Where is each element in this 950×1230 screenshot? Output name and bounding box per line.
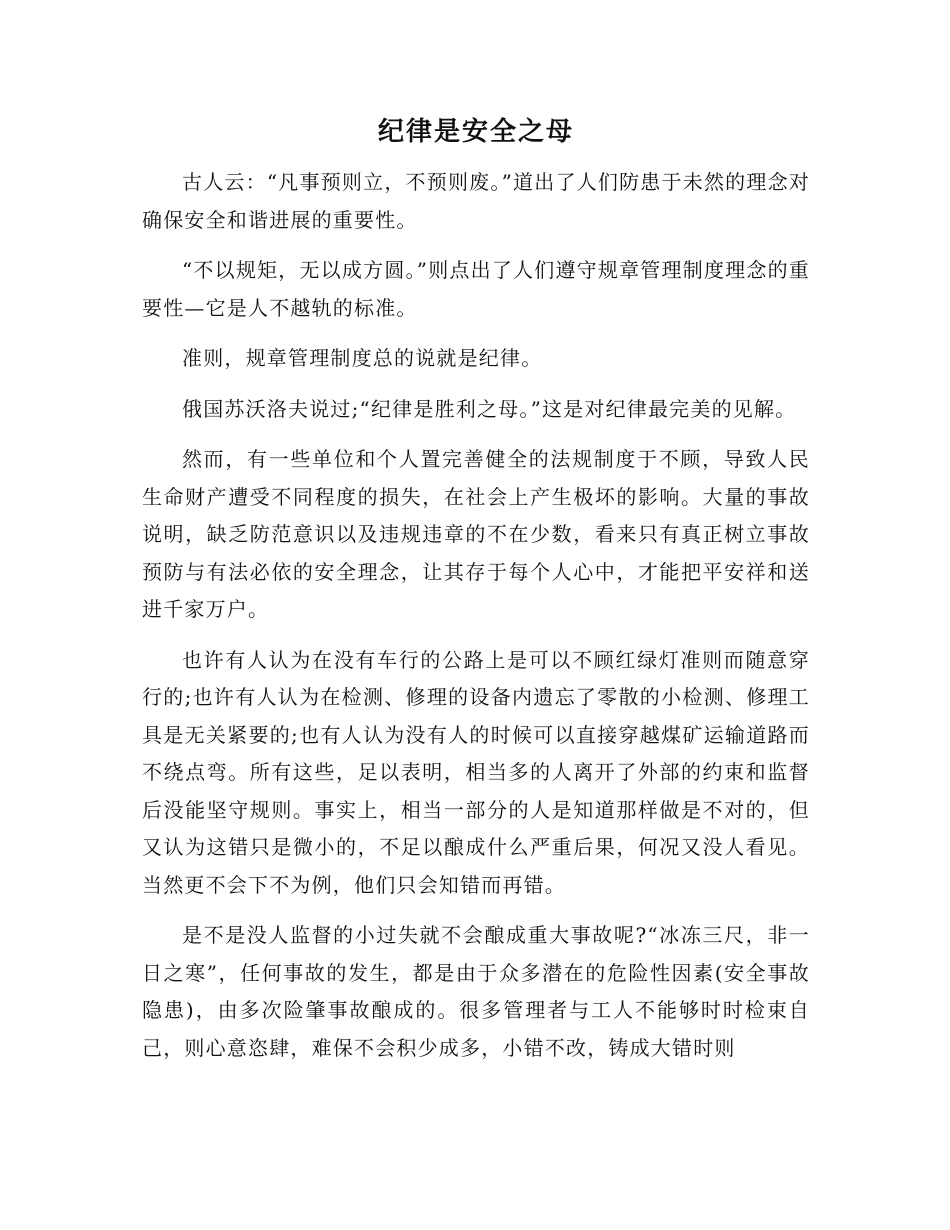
document-body <box>142 164 810 1067</box>
paragraph-6: 也许有人认为在没有车行的公路上是可以不顾红绿灯准则而随意穿行的;也许有人认为在检测、修理的设备内遗忘了零散的小检测、修理工具是无关紧要的;也有人认为没有人的时候可以直接穿越煤矿运输道路而不绕点弯。所有这些，足以表明，相当多的人离开了外部的约束和监督后没能坚守规则。事实上，相当一部分的人是知道那样做是不对的，但又认为这错只是微小的，不足以酿成什么严重后果，何况又没人看见。当然更不会下不为例，他们只会知错而再错。 <box>142 647 810 897</box>
paragraph-5: 然而，有一些单位和个人置完善健全的法规制度于不顾，导致人民生命财产遭受不同程度的损失，在社会上产生极坏的影响。大量的事故说明，缺乏防范意识以及违规违章的不在少数，看来只有真正树立事故预防与有法必依的安全理念，让其存于每个人心中，才能把平安祥和送进千家万户。 <box>142 447 810 621</box>
paragraph-3: 准则，规章管理制度总的说就是纪律。 <box>182 346 543 370</box>
paragraph-7: 是不是没人监督的小过失就不会酿成重大事故呢?“冰冻三尺，非一日之寒”，任何事故的发生，都是由于众多潜在的危险性因素(安全事故隐患)，由多次险肇事故酿成的。很多管理者与工人不能够时时检束自己，则心意恣肆，难保不会积少成多，小错不改，铸成大错时则 <box>142 923 810 1060</box>
document-title: 纪律是安全之母 <box>377 117 574 147</box>
paragraph-1: 古人云：“凡事预则立，不预则废。”道出了人们防患于未然的理念对确保安全和谐进展的重要性。 <box>142 170 810 232</box>
paragraph-2: “不以规矩，无以成方圆。”则点出了人们遵守规章管理制度理念的重要性—它是人不越轨的标准。 <box>142 258 810 320</box>
paragraph-4: 俄国苏沃洛夫说过;“纪律是胜利之母。”这是对纪律最完美的见解。 <box>182 396 797 421</box>
